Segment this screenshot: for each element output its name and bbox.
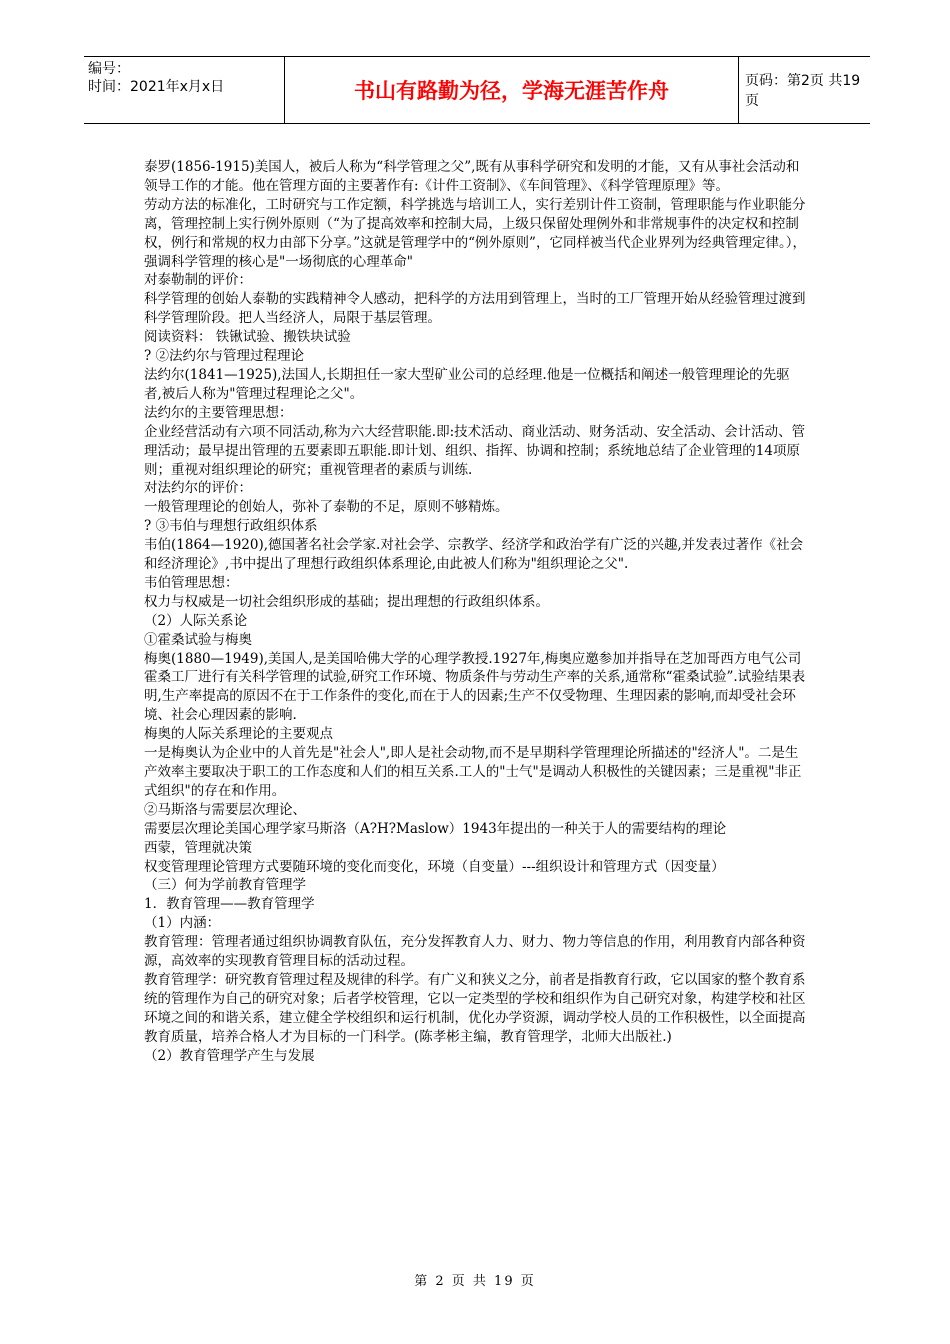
paragraph: 梅奥(1880—1949),美国人,是美国哈佛大学的心理学教授.1927年,梅奥应邀参加并指导在芝加哥西方电气公司霍桑工厂进行有关科学管理的试验,研究工作环境、物质条件与劳动生产率的关系,通常称“霍桑试验”.试验结果表明,生产率提高的原因不在于工作条件的变化,而在于人的因素;生产不仅受物理、生理因素的影响,而却受社会环境、社会心理因素的影响. <box>144 650 806 724</box>
paragraph: 一般管理理论的创始人，弥补了泰勒的不足，原则不够精炼。 <box>144 499 509 516</box>
paragraph: 韦伯(1864—1920),德国著名社会学家.对社会学、宗教学、经济学和政治学有广泛的兴趣,并发表过著作《社会和经济理论》,书中提出了理想行政组织体系理论,由此被人们称为"组织理论之父". <box>144 537 804 573</box>
paragraph: 泰罗(1856-1915)美国人，被后人称为“科学管理之父”,既有从事科学研究和发明的才能，又有从事社会活动和领导工作的才能。他在管理方面的主要著作有:《计件工资制》、《车间管理》、《科学管理原理》等。 <box>144 159 800 194</box>
paragraph: （1）内涵： <box>144 915 221 932</box>
paragraph: 梅奥的人际关系理论的主要观点 <box>144 726 333 743</box>
paragraph: 教育管理：管理者通过组织协调教育队伍，充分发挥教育人力、财力、物力等信息的作用，利用教育内部各种资源，高效率的实现教育管理目标的活动过程。 <box>144 934 806 970</box>
paragraph: 阅读资料： 铁锹试验、搬铁块试验 <box>144 329 351 346</box>
paragraph: ①霍桑试验与梅奥 <box>144 631 252 648</box>
header-meta <box>84 57 284 123</box>
paragraph: 权力与权威是一切社会组织形成的基础；提出理想的行政组织体系。 <box>144 593 549 610</box>
paragraph: 法约尔的主要管理思想： <box>144 404 293 421</box>
paragraph: 韦伯管理思想： <box>144 574 239 591</box>
paragraph: （2）教育管理学产生与发展 <box>144 1047 315 1064</box>
paragraph: ? ②法约尔与管理过程理论 <box>144 348 305 365</box>
paragraph: 企业经营活动有六项不同活动,称为六大经营职能.即:技术活动、商业活动、财务活动、安全活动、会计活动、管理活动；最早提出管理的五要素即五职能.即计划、组织、指挥、协调和控制；系统地总结了企业管理的14项原则；重视对组织理论的研究；重视管理者的素质与训练. <box>144 423 806 478</box>
paragraph: ②马斯洛与需要层次理论、 <box>144 801 306 818</box>
paragraph: 1．教育管理——教育管理学 <box>144 896 315 913</box>
paragraph: 对法约尔的评价： <box>144 480 252 497</box>
paragraph: 西蒙，管理就决策 <box>144 839 252 856</box>
paragraph: ? ③韦伯与理想行政组织体系 <box>144 518 318 535</box>
paragraph: （2）人际关系论 <box>144 612 248 629</box>
page-header <box>84 56 870 124</box>
page-footer: 第 2 页 共 19 页 <box>414 1274 536 1289</box>
document-body <box>144 158 806 1066</box>
document-number-label: 编号： <box>88 61 130 77</box>
paragraph: 权变管理理论管理方式要随环境的变化而变化，环境（自变量）---组织设计和管理方式（因变量） <box>144 858 725 875</box>
header-motto: 书山有路勤为径，学海无涯苦作舟 <box>284 57 739 123</box>
paragraph: 对泰勒制的评价： <box>144 272 252 289</box>
paragraph: 科学管理的创始人泰勒的实践精神令人感动，把科学的方法用到管理上，当时的工厂管理开始从经验管理过渡到科学管理阶段。把人当经济人，局限于基层管理。 <box>144 291 806 327</box>
paragraph: 一是梅奥认为企业中的人首先是"社会人",即人是社会动物,而不是早期科学管理理论所描述的"经济人"。二是生产效率主要取决于职工的工作态度和人们的相互关系.工人的"士气"是调动人积极性的关键因素；三是重视"非正式组织"的存在和作用。 <box>144 745 802 799</box>
paragraph: 劳动方法的标准化，工时研究与工作定额，科学挑选与培训工人，实行差别计件工资制，管理职能与作业职能分离，管理控制上实行例外原则（“为了提高效率和控制大局，上级只保留处理例外和非常规事件的决定权和控制权，例行和常规的权力由部下分享。”这就是管理学中的“例外原则”，它同样被当代企业界列为经典管理定律。），强调科学管理的核心是"一场彻底的心理革命" <box>144 196 806 270</box>
document-time: 时间：2021年x月x日 <box>88 79 225 95</box>
paragraph: （三）何为学前教育管理学 <box>144 877 306 894</box>
paragraph: 需要层次理论美国心理学家马斯洛（A?H?Maslow）1943年提出的一种关于人的需要结构的理论 <box>144 820 727 837</box>
paragraph: 法约尔(1841—1925),法国人,长期担任一家大型矿业公司的总经理.他是一位概括和阐述一般管理理论的先驱者,被后人称为"管理过程理论之父"。 <box>144 366 790 402</box>
header-page-info: 页码：第2页 共19页 <box>745 73 861 109</box>
paragraph: 教育管理学：研究教育管理过程及规律的科学。有广义和狭义之分，前者是指教育行政，它以国家的整个教育系统的管理作为自己的研究对象；后者学校管理，它以一定类型的学校和组织作为自己研究对象，构建学校和社区环境之间的和谐关系，建立健全学校组织和运行机制，优化办学资源，调动学校人员的工作积极性，以全面提高教育质量，培养合格人才为目标的一门科学。(陈孝彬主编，教育管理学，北师大出版社.) <box>144 971 806 1045</box>
